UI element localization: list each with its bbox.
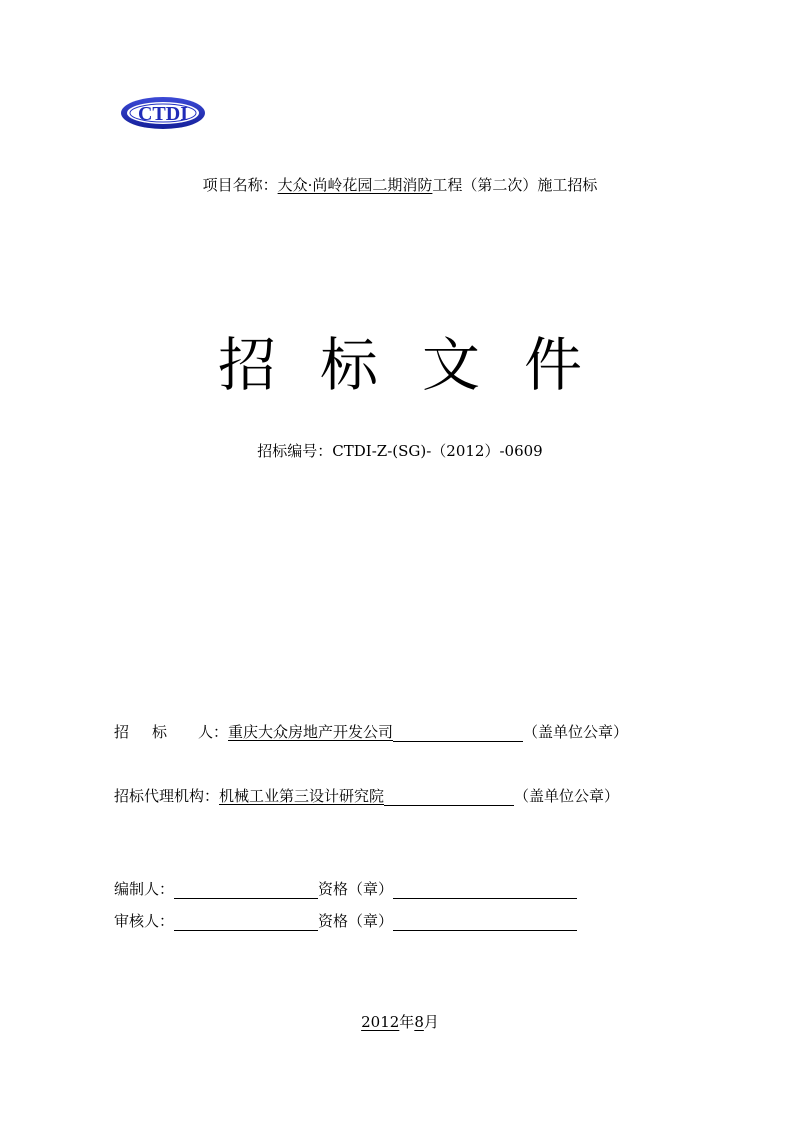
project-name: 大众·尚岭花园二期消防 [277, 176, 433, 194]
document-title [0, 330, 800, 400]
ctdi-logo-icon [120, 93, 206, 133]
date-month-suffix: 月 [423, 1013, 439, 1031]
tenderer-label [114, 722, 228, 742]
reviewed-row [114, 911, 577, 931]
agency-blank-line [384, 787, 514, 806]
prepared-qual-label: 资格（章） [318, 880, 394, 898]
reviewed-label: 审核人： [114, 912, 175, 930]
reviewed-qual-blank-line[interactable] [393, 912, 577, 931]
title-char: 文 [422, 331, 481, 399]
tenderer-label-char: 招 [114, 723, 130, 741]
prepared-blank-line[interactable] [174, 880, 318, 899]
tenderer-label-char: 标 [152, 723, 168, 741]
project-suffix: 工程（第二次）施工招标 [432, 176, 598, 194]
prepared-qual-blank-line[interactable] [393, 880, 577, 899]
svg-text:CTDI: CTDI [137, 103, 189, 125]
title-char: 招 [217, 331, 276, 399]
title-char: 件 [524, 331, 583, 399]
prepared-row [114, 879, 577, 899]
ctdi-logo [120, 93, 206, 133]
date-year: 2012 [361, 1013, 400, 1031]
tenderer-row [114, 722, 628, 742]
agency-label: 招标代理机构： [114, 787, 220, 805]
tenderer-blank-line [393, 723, 523, 742]
reviewed-blank-line[interactable] [174, 912, 318, 931]
project-label: 项目名称： [202, 176, 278, 194]
agency-value: 机械工业第三设计研究院 [219, 787, 385, 805]
tenderer-label-char: 人： [198, 723, 229, 741]
tenderer-value: 重庆大众房地产开发公司 [228, 723, 394, 741]
title-char: 标 [319, 331, 378, 399]
project-name-line [0, 175, 800, 195]
reviewed-qual-label: 资格（章） [318, 912, 394, 930]
agency-row [114, 786, 619, 806]
tenderer-seal: （盖单位公章） [523, 723, 629, 741]
bid-number: 招标编号：CTDI-Z-(SG)-（2012）-0609 [257, 442, 543, 460]
prepared-label: 编制人： [114, 880, 175, 898]
date-year-suffix: 年 [399, 1013, 415, 1031]
agency-seal: （盖单位公章） [514, 787, 620, 805]
date-month: 8 [414, 1013, 424, 1031]
document-date [0, 1012, 800, 1032]
